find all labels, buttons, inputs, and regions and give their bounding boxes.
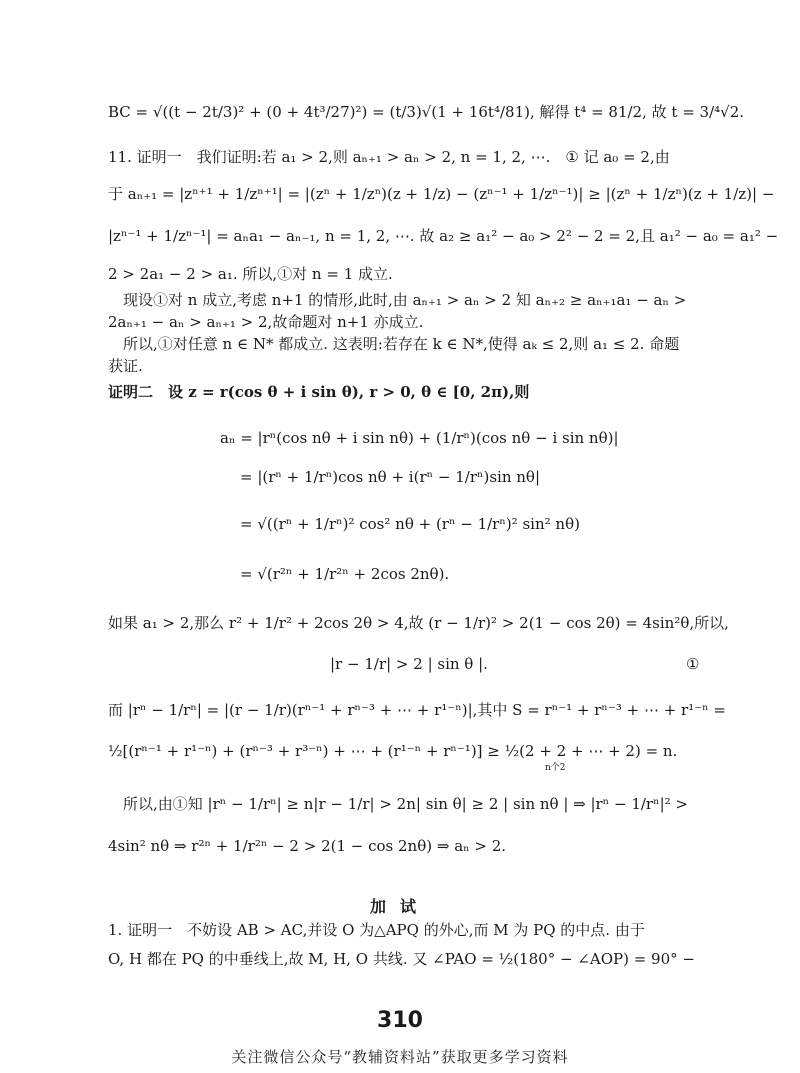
equation-line: = √(r²ⁿ + 1/r²ⁿ + 2cos 2nθ). [240,565,450,583]
page-number: 310 [377,1008,423,1033]
text-line: 如果 a₁ > 2,那么 r² + 1/r² + 2cos 2θ > 4,故 (r − 1/r)² > 2(1 − cos 2θ) = 4sin²θ,所以, [108,614,729,632]
text-line: 现设①对 n 成立,考虑 n+1 的情形,此时,由 aₙ₊₁ > aₙ > 2 知 aₙ₊₂ ≥ aₙ₊₁a₁ − aₙ > [108,291,687,309]
text-line: 所以,①对任意 n ∈ N* 都成立. 这表明:若存在 k ∈ N*,使得 aₖ ≤ 2,则 a₁ ≤ 2. 命题 [108,335,680,353]
text-line: 而 |rⁿ − 1/rⁿ| = |(r − 1/r)(rⁿ⁻¹ + rⁿ⁻³ + ⋯ + r¹⁻ⁿ)|,其中 S = rⁿ⁻¹ + rⁿ⁻³ + ⋯ + r¹⁻ⁿ = [108,701,726,719]
footer-note: 关注微信公众号“教辅资料站”获取更多学习资料 [231,1048,569,1066]
text-line: 4sin² nθ ⇒ r²ⁿ + 1/r²ⁿ − 2 > 2(1 − cos 2nθ) ⇒ aₙ > 2. [108,837,507,855]
text-line: |zⁿ⁻¹ + 1/zⁿ⁻¹| = aₙa₁ − aₙ₋₁, n = 1, 2, ⋯. 故 a₂ ≥ a₁² − a₀ > 2² − 2 = 2,且 a₁² − a₀ = a₁² − [108,227,779,245]
text-line: O, H 都在 PQ 的中垂线上,故 M, H, O 共线. 又 ∠PAO = ½(180° − ∠AOP) = 90° − [108,950,695,968]
text-line: 1. 证明一 不妨设 AB > AC,并设 O 为△APQ 的外心,而 M 为 PQ 的中点. 由于 [108,921,645,939]
text-line: 于 aₙ₊₁ = |zⁿ⁺¹ + 1/zⁿ⁺¹| = |(zⁿ + 1/zⁿ)(z + 1/z) − (zⁿ⁻¹ + 1/zⁿ⁻¹)| ≥ |(zⁿ + 1/zⁿ)(z + 1/z)| − [108,185,775,203]
section-title: 加试 [369,897,430,916]
underbrace-label: n个2 [545,763,566,773]
equation-number: ① [686,655,700,673]
text-line: 11. 证明一 我们证明:若 a₁ > 2,则 aₙ₊₁ > aₙ > 2, n = 1, 2, ⋯. ① 记 a₀ = 2,由 [108,148,670,166]
text-line: 所以,由①知 |rⁿ − 1/rⁿ| ≥ n|r − 1/r| > 2n| sin θ| ≥ 2 | sin nθ | ⇒ |rⁿ − 1/rⁿ|² > [108,795,688,813]
equation-line: |r − 1/r| > 2 | sin θ |. [330,655,488,673]
text-line: BC = √((t − 2t/3)² + (0 + 4t³/27)²) = (t/3)√(1 + 16t⁴/81), 解得 t⁴ = 81/2, 故 t = 3/⁴√2. [108,103,745,121]
text-line: 2 > 2a₁ − 2 > a₁. 所以,①对 n = 1 成立. [108,265,393,283]
text-line: 证明二 设 z = r(cos θ + i sin θ), r > 0, θ ∈ [0, 2π),则 [108,383,530,401]
equation-line: aₙ = |rⁿ(cos nθ + i sin nθ) + (1/rⁿ)(cos nθ − i sin nθ)| [220,429,619,447]
text-line: ½[(rⁿ⁻¹ + r¹⁻ⁿ) + (rⁿ⁻³ + r³⁻ⁿ) + ⋯ + (r¹⁻ⁿ + rⁿ⁻¹)] ≥ ½(2 + 2 + ⋯ + 2) = n. [108,742,678,760]
equation-line: = |(rⁿ + 1/rⁿ)cos nθ + i(rⁿ − 1/rⁿ)sin nθ| [240,468,540,486]
text-line: 2aₙ₊₁ − aₙ > aₙ₊₁ > 2,故命题对 n+1 亦成立. [108,313,424,331]
text-line: 获证. [108,357,143,375]
equation-line: = √((rⁿ + 1/rⁿ)² cos² nθ + (rⁿ − 1/rⁿ)² sin² nθ) [240,515,580,533]
